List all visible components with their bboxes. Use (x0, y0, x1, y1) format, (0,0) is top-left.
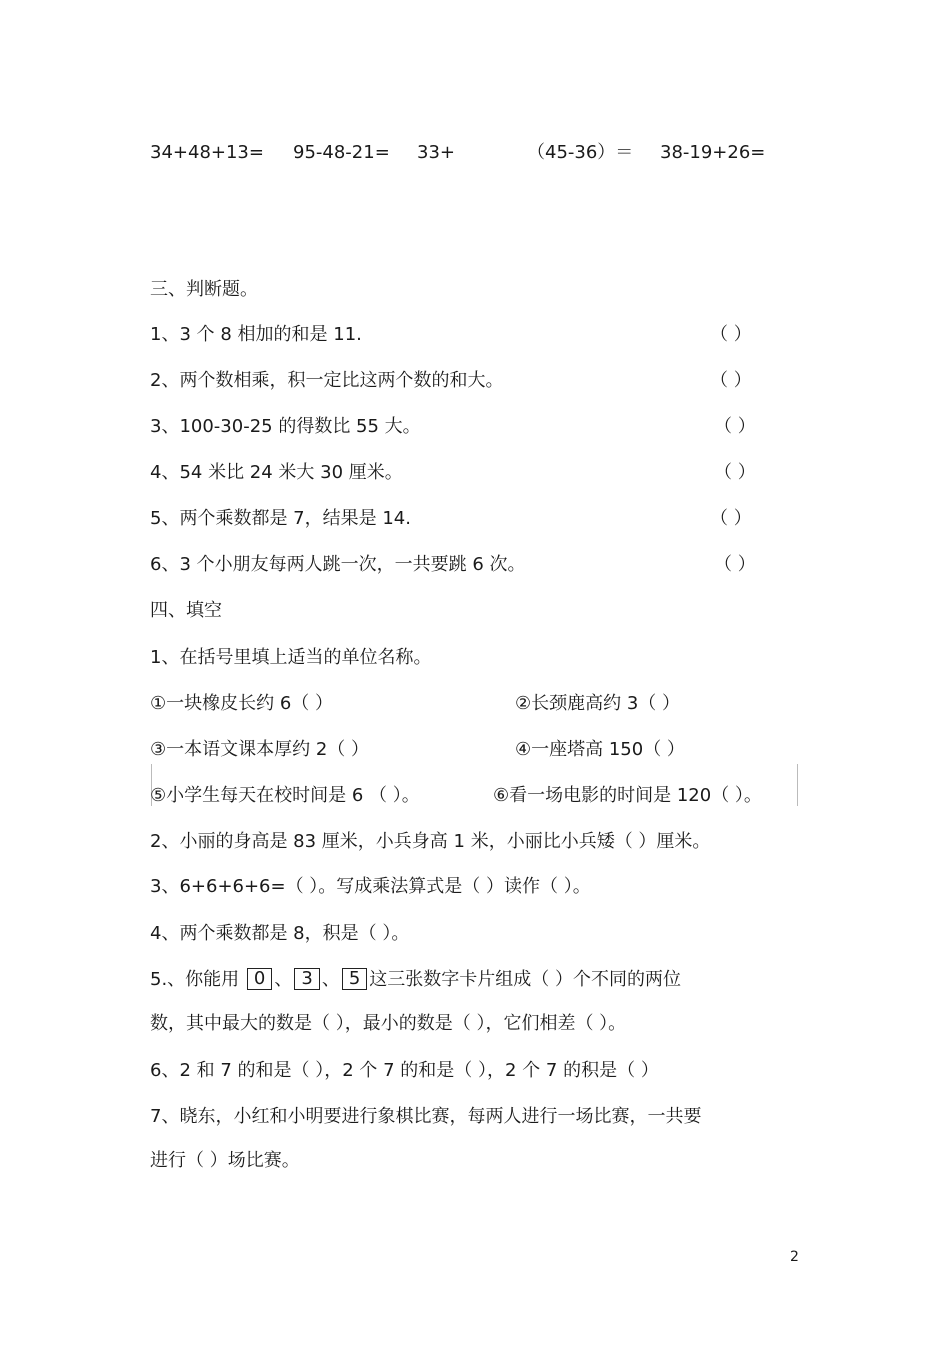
calc-item-1: 34+48+13= (150, 142, 264, 163)
digit-card-3: 3 (294, 968, 319, 990)
fill-q5-line2: 数，其中最大的数是（ ），最小的数是（ ），它们相差（ ）。 (150, 1013, 627, 1034)
calc-item-2: 95-48-21= (293, 142, 390, 163)
calc-item-4: （45-36）＝ (527, 142, 634, 163)
calc-item-3: 33+ (417, 142, 455, 163)
section4-title: 四、填空 (150, 600, 222, 621)
fill-q3: 3、6+6+6+6=（ ）。写成乘法算式是（ ）读作（ ）。 (150, 876, 591, 897)
unit-item-6: ⑥看一场电影的时间是 120（ ）。 (493, 785, 762, 806)
judge-answer-bracket-6[interactable]: （ ） (714, 554, 756, 575)
unit-item-5: ⑤小学生每天在校时间是 6 （ ）。 (150, 785, 420, 806)
judge-item-3: 3、100-30-25 的得数比 55 大。 (150, 416, 421, 437)
judge-item-1: 1、3 个 8 相加的和是 11. (150, 324, 362, 345)
fill-q7-line2: 进行（ ）场比赛。 (150, 1150, 300, 1171)
digit-card-5: 5 (342, 968, 367, 990)
fill-q4: 4、两个乘数都是 8，积是（ ）。 (150, 923, 410, 944)
unit-item-4: ④一座塔高 150（ ） (515, 739, 685, 760)
judge-answer-bracket-3[interactable]: （ ） (714, 416, 756, 437)
fill-q6: 6、2 和 7 的和是（ ），2 个 7 的和是（ ），2 个 7 的积是（ ） (150, 1060, 659, 1081)
section3-title: 三、判断题。 (150, 279, 258, 300)
calc-item-5: 38-19+26= (660, 142, 766, 163)
fill-q2: 2、小丽的身高是 83 厘米，小兵身高 1 米，小丽比小兵矮（ ）厘米。 (150, 831, 711, 852)
judge-answer-bracket-2[interactable]: （ ） (710, 370, 752, 391)
judge-answer-bracket-4[interactable]: （ ） (714, 462, 756, 483)
fill-q1-title: 1、在括号里填上适当的单位名称。 (150, 647, 432, 668)
page-number: 2 (790, 1249, 799, 1265)
fill-q5-line1 (150, 968, 681, 992)
fill-q7-line1: 7、晓东，小红和小明要进行象棋比赛，每两人进行一场比赛，一共要 (150, 1106, 702, 1127)
fill-q5-suffix: 这三张数字卡片组成（ ）个不同的两位 (369, 969, 681, 990)
judge-item-4: 4、54 米比 24 米大 30 厘米。 (150, 462, 403, 483)
judge-answer-bracket-5[interactable]: （ ） (710, 508, 752, 529)
digit-card-0: 0 (247, 968, 272, 990)
unit-item-1: ①一块橡皮长约 6（ ） (150, 693, 334, 714)
unit-item-2: ②长颈鹿高约 3（ ） (515, 693, 681, 714)
judge-item-2: 2、两个数相乘，积一定比这两个数的和大。 (150, 370, 504, 391)
card-separator-1: 、 (274, 969, 293, 990)
judge-item-6: 6、3 个小朋友每两人跳一次，一共要跳 6 次。 (150, 554, 526, 575)
scan-edge-line-right (797, 764, 798, 806)
fill-q5-prefix: 5.、你能用 (150, 969, 245, 990)
unit-item-3: ③一本语文课本厚约 2（ ） (150, 739, 370, 760)
judge-answer-bracket-1[interactable]: （ ） (710, 324, 752, 345)
card-separator-2: 、 (321, 969, 340, 990)
judge-item-5: 5、两个乘数都是 7，结果是 14. (150, 508, 411, 529)
